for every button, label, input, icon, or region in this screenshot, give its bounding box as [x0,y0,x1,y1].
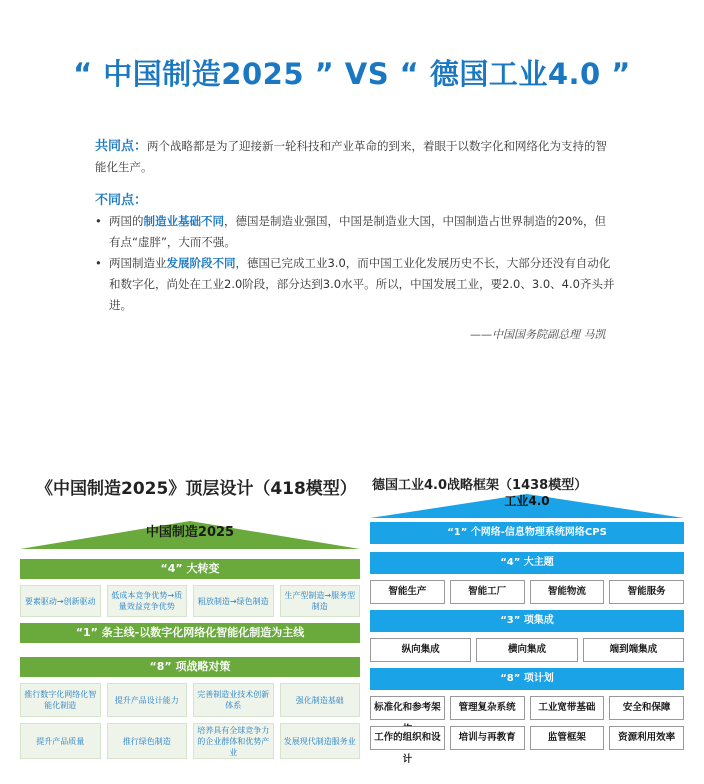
germany-cell: 智能服务 [609,580,684,604]
diff-label: 不同点： [95,193,148,208]
germany-bar-4-themes: “4” 大主题 [370,552,684,574]
germany-cell: 横向集成 [476,638,577,662]
germany-row-1 [370,580,684,604]
china-cell: 提升产品质量 [20,723,101,759]
diff-section [95,190,615,316]
germany-cell: 端到端集成 [583,638,684,662]
bullet-1-highlight: 制造业基础不同 [143,214,224,228]
china-cell: 提升产品设计能力 [107,683,188,717]
bullet-1-post: ，德国是制造业强国，中国是制造业大国，中国制造占世界制造的20%，但有点“虚胖”，大而不强。 [109,214,607,249]
china-row-1 [20,585,360,617]
china-cell: 强化制造基础 [280,683,361,717]
germany-cell: 标准化和参考架 [370,696,445,720]
germany-cell: 工作的组织和设计 [370,726,445,750]
china-cell: 粗放制造→绿色制造 [193,585,274,617]
diff-bullet-1 [95,211,615,253]
germany-cell: 资源利用效率 [609,726,684,750]
china-cell: 完善制造业技术创新体系 [193,683,274,717]
china-cell: 推行数字化网络化智能化制造 [20,683,101,717]
diff-bullet-2 [95,253,615,316]
china-row-3 [20,723,360,759]
china-row-2 [20,683,360,717]
germany-row-3 [370,696,684,720]
germany-cell: 监管框架 [530,726,605,750]
bullet-1-pre: 两国的 [109,214,144,228]
china-cell: 培养具有全球竞争力的企业群体和优势产业 [193,723,274,759]
china-cell: 低成本竞争优势→质量效益竞争优势 [107,585,188,617]
bullet-2-pre: 两国制造业 [109,256,167,270]
germany-bar-3-integrations: “3” 项集成 [370,610,684,632]
germany-cell: 工业宽带基础 [530,696,605,720]
common-label: 共同点： [95,139,148,154]
china-bar-8-strategies: “8” 项战略对策 [20,657,360,677]
quote-attribution: ——中国国务院副总理 马凯 [470,328,606,341]
china-2025-heading: 《中国制造2025》顶层设计（418模型） [36,479,357,499]
china-roof-label: 中国制造2025 [145,525,235,540]
china-cell: 发展现代制造服务业 [280,723,361,759]
bullet-2-post: ，德国已完成工业3.0，而中国工业化发展历史不长，大部分还没有自动化和数字化，尚处在工业2.0阶段，部分达到3.0水平。所以，中国发展工业，要2.0、3.0、4.0齐头并进。 [109,256,615,312]
china-bar-main-line: “1” 条主线-以数字化网络化智能化制造为主线 [20,623,360,643]
germany-cell: 智能生产 [370,580,445,604]
china-cell: 生产型制造→服务型制造 [280,585,361,617]
bullet-2-highlight: 发展阶段不同 [166,256,236,270]
china-2025-diagram [20,515,360,775]
common-text: 两个战略都是为了迎接新一轮科技和产业革命的到来，着眼于以数字化和网络化为支持的智能化生产。 [95,139,608,174]
germany-bar-8-plans: “8” 项计划 [370,668,684,690]
germany-cell: 安全和保障 [609,696,684,720]
germany-cell: 培训与再教育 [450,726,525,750]
china-bar-4-transformations: “4” 大转变 [20,559,360,579]
germany-4-heading: 德国工业4.0战略框架（1438模型） [372,478,588,493]
page-title: “ 中国制造2025 ” VS “ 德国工业4.0 ” [73,57,631,91]
china-cell: 要素驱动→创新驱动 [20,585,101,617]
germany-cell: 智能工厂 [450,580,525,604]
germany-cell: 纵向集成 [370,638,471,662]
germany-4-diagram [370,490,684,775]
germany-row-2 [370,638,684,662]
germany-roof-label: 工业4.0 [504,494,550,508]
common-section [95,136,615,178]
germany-row-4 [370,726,684,765]
china-cell: 推行绿色制造 [107,723,188,759]
germany-cell: 智能物流 [530,580,605,604]
germany-cell: 管理复杂系统 [450,696,525,720]
germany-bar-cps: “1” 个网络-信息物理系统网络CPS [370,522,684,544]
